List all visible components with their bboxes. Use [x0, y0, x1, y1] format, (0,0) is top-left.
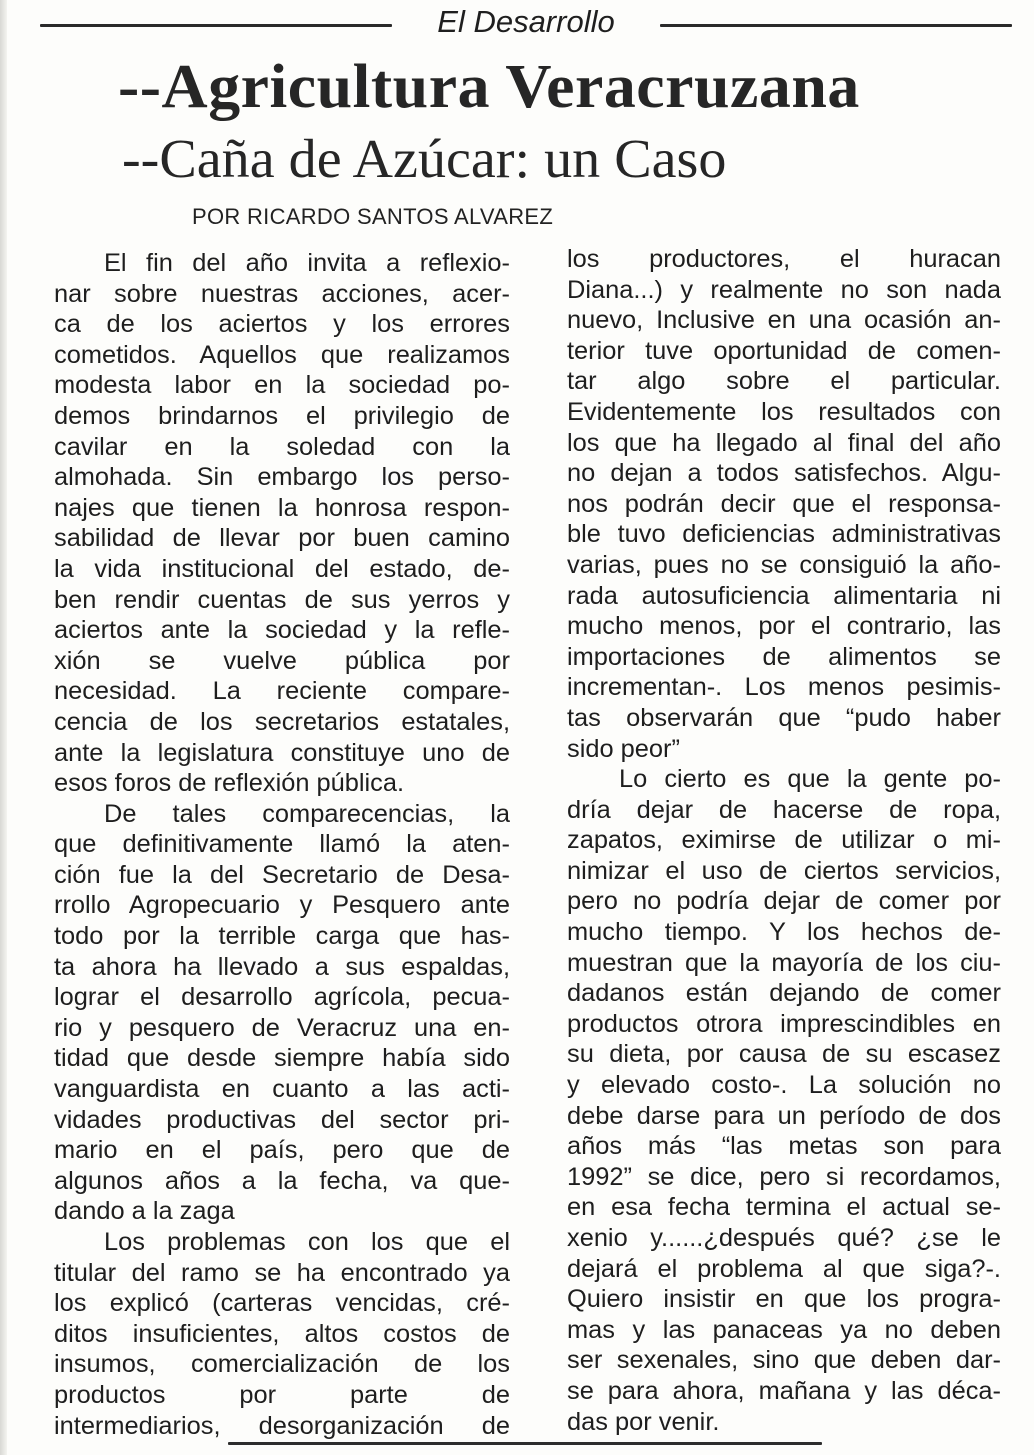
article-text-line: algunos años a la fecha, va que- — [54, 1166, 510, 1195]
article-text-line: ben rendir cuentas de sus yerros y — [54, 585, 510, 614]
headline-secondary: --Caña de Azúcar: un Caso — [122, 128, 727, 189]
article-text-line: dría dejar de hacerse de ropa, — [567, 795, 1001, 824]
article-text-line: tidad que desde siempre había sido — [54, 1044, 510, 1073]
article-text-line: xenio y......¿después qué? ¿se le — [567, 1224, 1001, 1252]
article-text-line: Lo cierto es que la gente po- — [619, 765, 1001, 794]
article-text-line: productos por parte de — [54, 1380, 510, 1409]
article-text-line: dadanos están dejando de comer — [567, 979, 1001, 1008]
article-text-line: todo por la terrible carga que has- — [54, 922, 510, 951]
article-column-left — [54, 248, 510, 1441]
article-text-line: cavilar en la soledad con la — [54, 432, 510, 461]
article-text-line: ante la legislatura constituye uno de — [54, 738, 510, 767]
article-text-line: mucho menos, por el contrario, las — [567, 612, 1001, 641]
article-text-line: cometidos. Aquellos que realizamos — [54, 340, 510, 369]
article-text-line: insumos, comercialización de los — [54, 1350, 510, 1379]
article-text-line: intermediarios, desorganización de — [54, 1411, 510, 1440]
article-text-line: lograr el desarrollo agrícola, pecua- — [54, 983, 510, 1012]
article-text-line: varias, pues no se consiguió la año- — [567, 550, 1001, 579]
article-text-line: nar sobre nuestras acciones, acer- — [54, 279, 510, 308]
article-text-line: El fin del año invita a reflexio- — [104, 249, 510, 277]
article-column-right — [567, 244, 1001, 1437]
article-text-line: ser sexenales, sino que deben dar- — [567, 1346, 1001, 1375]
section-rule-left — [40, 24, 392, 27]
article-text-line: De tales comparecencias, la — [104, 799, 510, 828]
article-text-line: los productores, el huracan — [567, 245, 1001, 273]
article-text-line: tas observarán que “pudo haber — [567, 703, 1001, 732]
article-text-line: tar algo sobre el particular. — [567, 367, 1001, 396]
article-text-line: ción fue la del Secretario de Desa- — [54, 860, 510, 889]
article-text-line: aciertos ante la sociedad y la refle- — [54, 616, 510, 645]
article-text-line: terior tuve oportunidad de comen- — [567, 336, 1001, 365]
article-text-line: necesidad. La reciente compare- — [54, 677, 510, 706]
article-text-line: rrollo Agropecuario y Pesquero ante — [54, 891, 510, 920]
article-text-line: ta ahora ha llevado a sus espaldas, — [54, 952, 510, 981]
article-text-line: demos brindarnos el privilegio de — [54, 401, 510, 430]
article-text-line: pero no podría dejar de comer por — [567, 887, 1001, 916]
article-text-line: productos otrora imprescindibles en — [567, 1009, 1001, 1038]
article-text-line: ca de los aciertos y los errores — [54, 310, 510, 339]
article-text-line: Diana...) y realmente no son nada — [567, 275, 1001, 304]
article-text-line: xión se vuelve pública por — [54, 646, 510, 675]
article-text-line: años más “las metas son para — [567, 1132, 1001, 1161]
article-text-line: modesta labor en la sociedad po- — [54, 371, 510, 400]
article-text-line: rio y pesquero de Veracruz una en- — [54, 1013, 510, 1042]
article-text-line: cencia de los secretarios estatales, — [54, 707, 510, 736]
article-text-line: debe darse para un período de dos — [567, 1101, 1001, 1130]
article-text-line: rada autosuficiencia alimentaria ni — [567, 581, 1001, 610]
article-text-line: la vida institucional del estado, de- — [54, 554, 510, 583]
article-text-line: almohada. Sin embargo los perso- — [54, 463, 510, 492]
article-text-line: Evidentemente los resultados con — [567, 397, 1001, 426]
article-text-line: mas y las panaceas ya no deben — [567, 1315, 1001, 1344]
article-text-line: sabilidad de llevar por buen camino — [54, 524, 510, 553]
article-text-line: nimizar el uso de ciertos servicios, — [567, 856, 1001, 885]
article-text-line: que definitivamente llamó la aten- — [54, 830, 510, 859]
article-text-line: importaciones de alimentos se — [567, 642, 1001, 671]
scan-edge-shadow — [0, 0, 7, 1455]
article-text-line: das por venir. — [567, 1407, 720, 1436]
article-text-line: nuevo, Inclusive en una ocasión an- — [567, 306, 1001, 335]
article-text-line: y elevado costo-. La solución no — [567, 1071, 1001, 1100]
article-text-line: zapatos, eximirse de utilizar o mi- — [567, 826, 1001, 855]
article-text-line: incrementan-. Los menos pesimis- — [567, 673, 1001, 702]
article-text-line: nos podrán decir que el responsa- — [567, 489, 1001, 518]
article-text-line: los que ha llegado al final del año — [567, 428, 1001, 457]
section-rule-right — [660, 24, 1012, 27]
article-text-line: en esa fecha termina el actual se- — [567, 1193, 1001, 1222]
article-text-line: ble tuvo deficiencias administrativas — [567, 520, 1001, 549]
article-text-line: Quiero insistir en que los progra- — [567, 1285, 1001, 1314]
article-text-line: dando a la zaga — [54, 1197, 235, 1226]
section-header — [40, 2, 1012, 46]
footer-rule — [228, 1442, 822, 1445]
article-text-line: esos foros de reflexión pública. — [54, 769, 405, 798]
article-text-line: sido peor” — [567, 734, 680, 763]
article-text-line: najes que tienen la honrosa respon- — [54, 493, 510, 522]
section-title: El Desarrollo — [437, 4, 615, 39]
article-text-line: titular del ramo se ha encontrado ya — [54, 1258, 510, 1287]
article-text-line: Los problemas con los que el — [104, 1228, 510, 1256]
article-text-line: mario en el país, pero que de — [54, 1136, 510, 1165]
headline-primary: --Agricultura Veracruzana — [118, 53, 860, 121]
article-text-line: su dieta, por causa de su escasez — [567, 1040, 1001, 1069]
article-text-line: vidades productivas del sector pri- — [54, 1105, 510, 1134]
article-text-line: los explicó (carteras vencidas, cré- — [54, 1289, 510, 1318]
article-text-line: ditos insuficientes, altos costos de — [54, 1319, 510, 1348]
byline: POR RICARDO SANTOS ALVAREZ — [192, 204, 554, 229]
article-text-line: mucho tiempo. Y los hechos de- — [567, 918, 1001, 947]
article-text-line: 1992” se dice, pero si recordamos, — [567, 1162, 1001, 1191]
article-text-line: vanguardista en cuanto a las acti- — [54, 1075, 510, 1104]
article-text-line: dejará el problema al que siga?-. — [567, 1254, 1001, 1283]
article-text-line: muestran que la mayoría de los ciu- — [567, 948, 1001, 977]
article-text-line: se para ahora, mañana y las déca- — [567, 1376, 1001, 1405]
article-text-line: no dejan a todos satisfechos. Algu- — [567, 459, 1001, 488]
